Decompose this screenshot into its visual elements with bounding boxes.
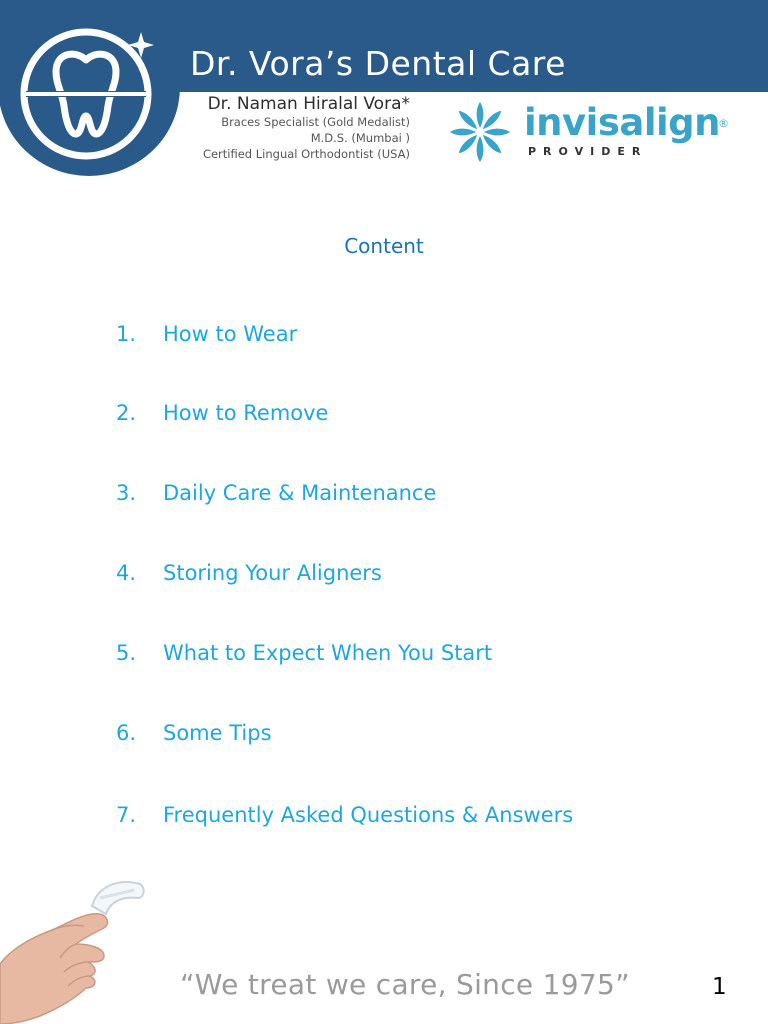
invisalign-registered-mark: ® <box>718 117 729 130</box>
toc-item-number: 1. <box>116 322 137 346</box>
hand-holding-aligner-image <box>0 868 170 1024</box>
footer-tagline: “We treat we care, Since 1975” <box>180 968 630 1001</box>
toc-item-number: 5. <box>116 641 137 665</box>
doctor-info <box>180 94 410 162</box>
toc-item-how-to-remove[interactable] <box>116 401 328 425</box>
doctor-name: Dr. Naman Hiralal Vora* <box>207 94 410 114</box>
doctor-credential-2: M.D.S. (Mumbai ) <box>310 131 410 145</box>
invisalign-star-icon <box>448 100 512 164</box>
toc-item-daily-care[interactable] <box>116 481 436 505</box>
toc-item-label: Daily Care & Maintenance <box>163 481 437 505</box>
toc-item-label: Some Tips <box>163 721 272 745</box>
clinic-name: Dr. Vora’s Dental Care <box>190 44 566 83</box>
toc-item-number: 2. <box>116 401 137 425</box>
toc-item-number: 4. <box>116 561 137 585</box>
toc-item-label: Frequently Asked Questions & Answers <box>163 803 574 827</box>
toc-item-what-to-expect[interactable] <box>116 641 492 665</box>
doctor-credential-3: Certified Lingual Orthodontist (USA) <box>202 147 410 161</box>
toc-item-number: 7. <box>116 803 137 827</box>
page-number: 1 <box>712 974 727 1000</box>
toc-item-label: Storing Your Aligners <box>163 561 382 585</box>
content-title: Content <box>344 234 424 258</box>
toc-item-number: 6. <box>116 721 137 745</box>
toc-item-label: How to Wear <box>163 322 298 346</box>
toc-item-number: 3. <box>116 481 137 505</box>
tooth-sparkle-icon <box>16 22 166 162</box>
invisalign-wordmark: invisalign <box>524 101 721 144</box>
toc-item-how-to-wear[interactable] <box>116 322 297 346</box>
toc-item-label: How to Remove <box>163 401 329 425</box>
invisalign-provider-label: PROVIDER <box>528 145 648 158</box>
toc-item-faq[interactable] <box>116 803 573 827</box>
doctor-credential-1: Braces Specialist (Gold Medalist) <box>221 115 410 129</box>
toc-item-storing-aligners[interactable] <box>116 561 382 585</box>
toc-item-some-tips[interactable] <box>116 721 272 745</box>
toc-item-label: What to Expect When You Start <box>163 641 493 665</box>
